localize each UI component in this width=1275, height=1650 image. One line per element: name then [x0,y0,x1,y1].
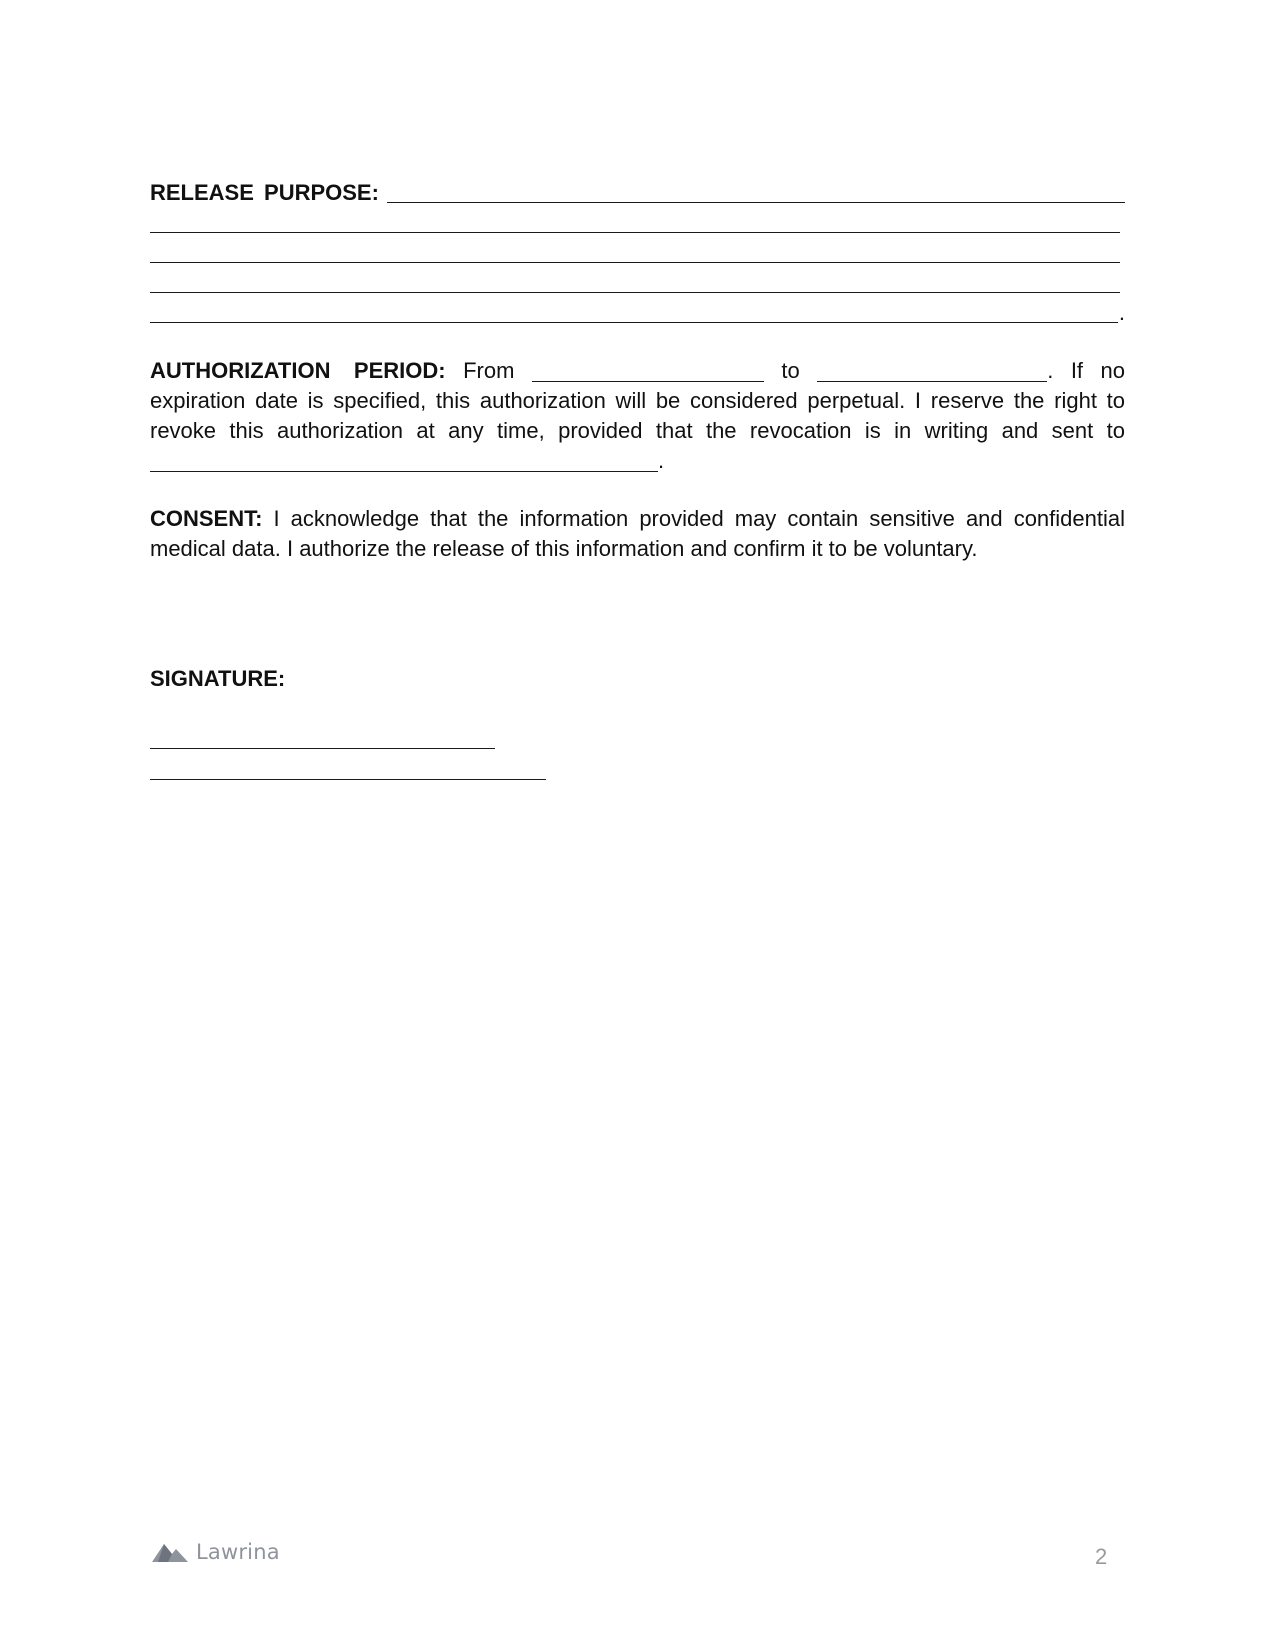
authorization-to-word: to [781,358,800,383]
release-purpose-line [150,268,1125,298]
release-purpose-blank-5[interactable] [150,300,1118,323]
release-purpose-blank-4[interactable] [150,270,1120,293]
logo-text: Lawrina [196,1540,280,1564]
consent-paragraph [150,504,1125,564]
release-purpose-first-line [150,178,1125,208]
signature-label: SIGNATURE: [150,666,286,691]
lawrina-logo [152,1540,280,1564]
release-purpose-line [150,238,1125,268]
release-purpose-label: RELEASE PURPOSE: [150,180,379,205]
authorization-period-label: AUTHORIZATION PERIOD: [150,358,446,383]
release-purpose-blank-3[interactable] [150,240,1120,263]
signature-line[interactable] [150,724,495,749]
mountain-logo-icon [152,1540,188,1564]
authorization-period-paragraph [150,356,1125,476]
release-purpose-blank-1[interactable] [387,180,1125,203]
authorization-from-date-blank[interactable] [532,361,764,382]
authorization-period-text: . If no expiration date is specified, this authorization will be considered perpetual. I reserve the right to revoke this authorization at any time, provided that the revocation is in writing and sent to [150,358,1125,443]
signature-name-line[interactable] [150,749,546,780]
authorization-period-end-period: . [658,448,665,473]
release-purpose-line [150,298,1125,328]
release-purpose-period: . [1118,300,1125,325]
page-number: 2 [1095,1544,1108,1569]
authorization-to-date-blank[interactable] [817,361,1047,382]
consent-text: I acknowledge that the information provided may contain sensitive and confidential medical data. I authorize the release of this information and confirm it to be voluntary. [150,506,1125,561]
release-purpose-section [150,178,1125,328]
document-body [150,178,1125,780]
signature-section [150,664,1125,780]
revocation-recipient-blank[interactable] [150,451,658,472]
release-purpose-blank-2[interactable] [150,210,1120,233]
authorization-from-word: From [463,358,515,383]
consent-label: CONSENT: [150,506,263,531]
release-purpose-line [150,208,1125,238]
